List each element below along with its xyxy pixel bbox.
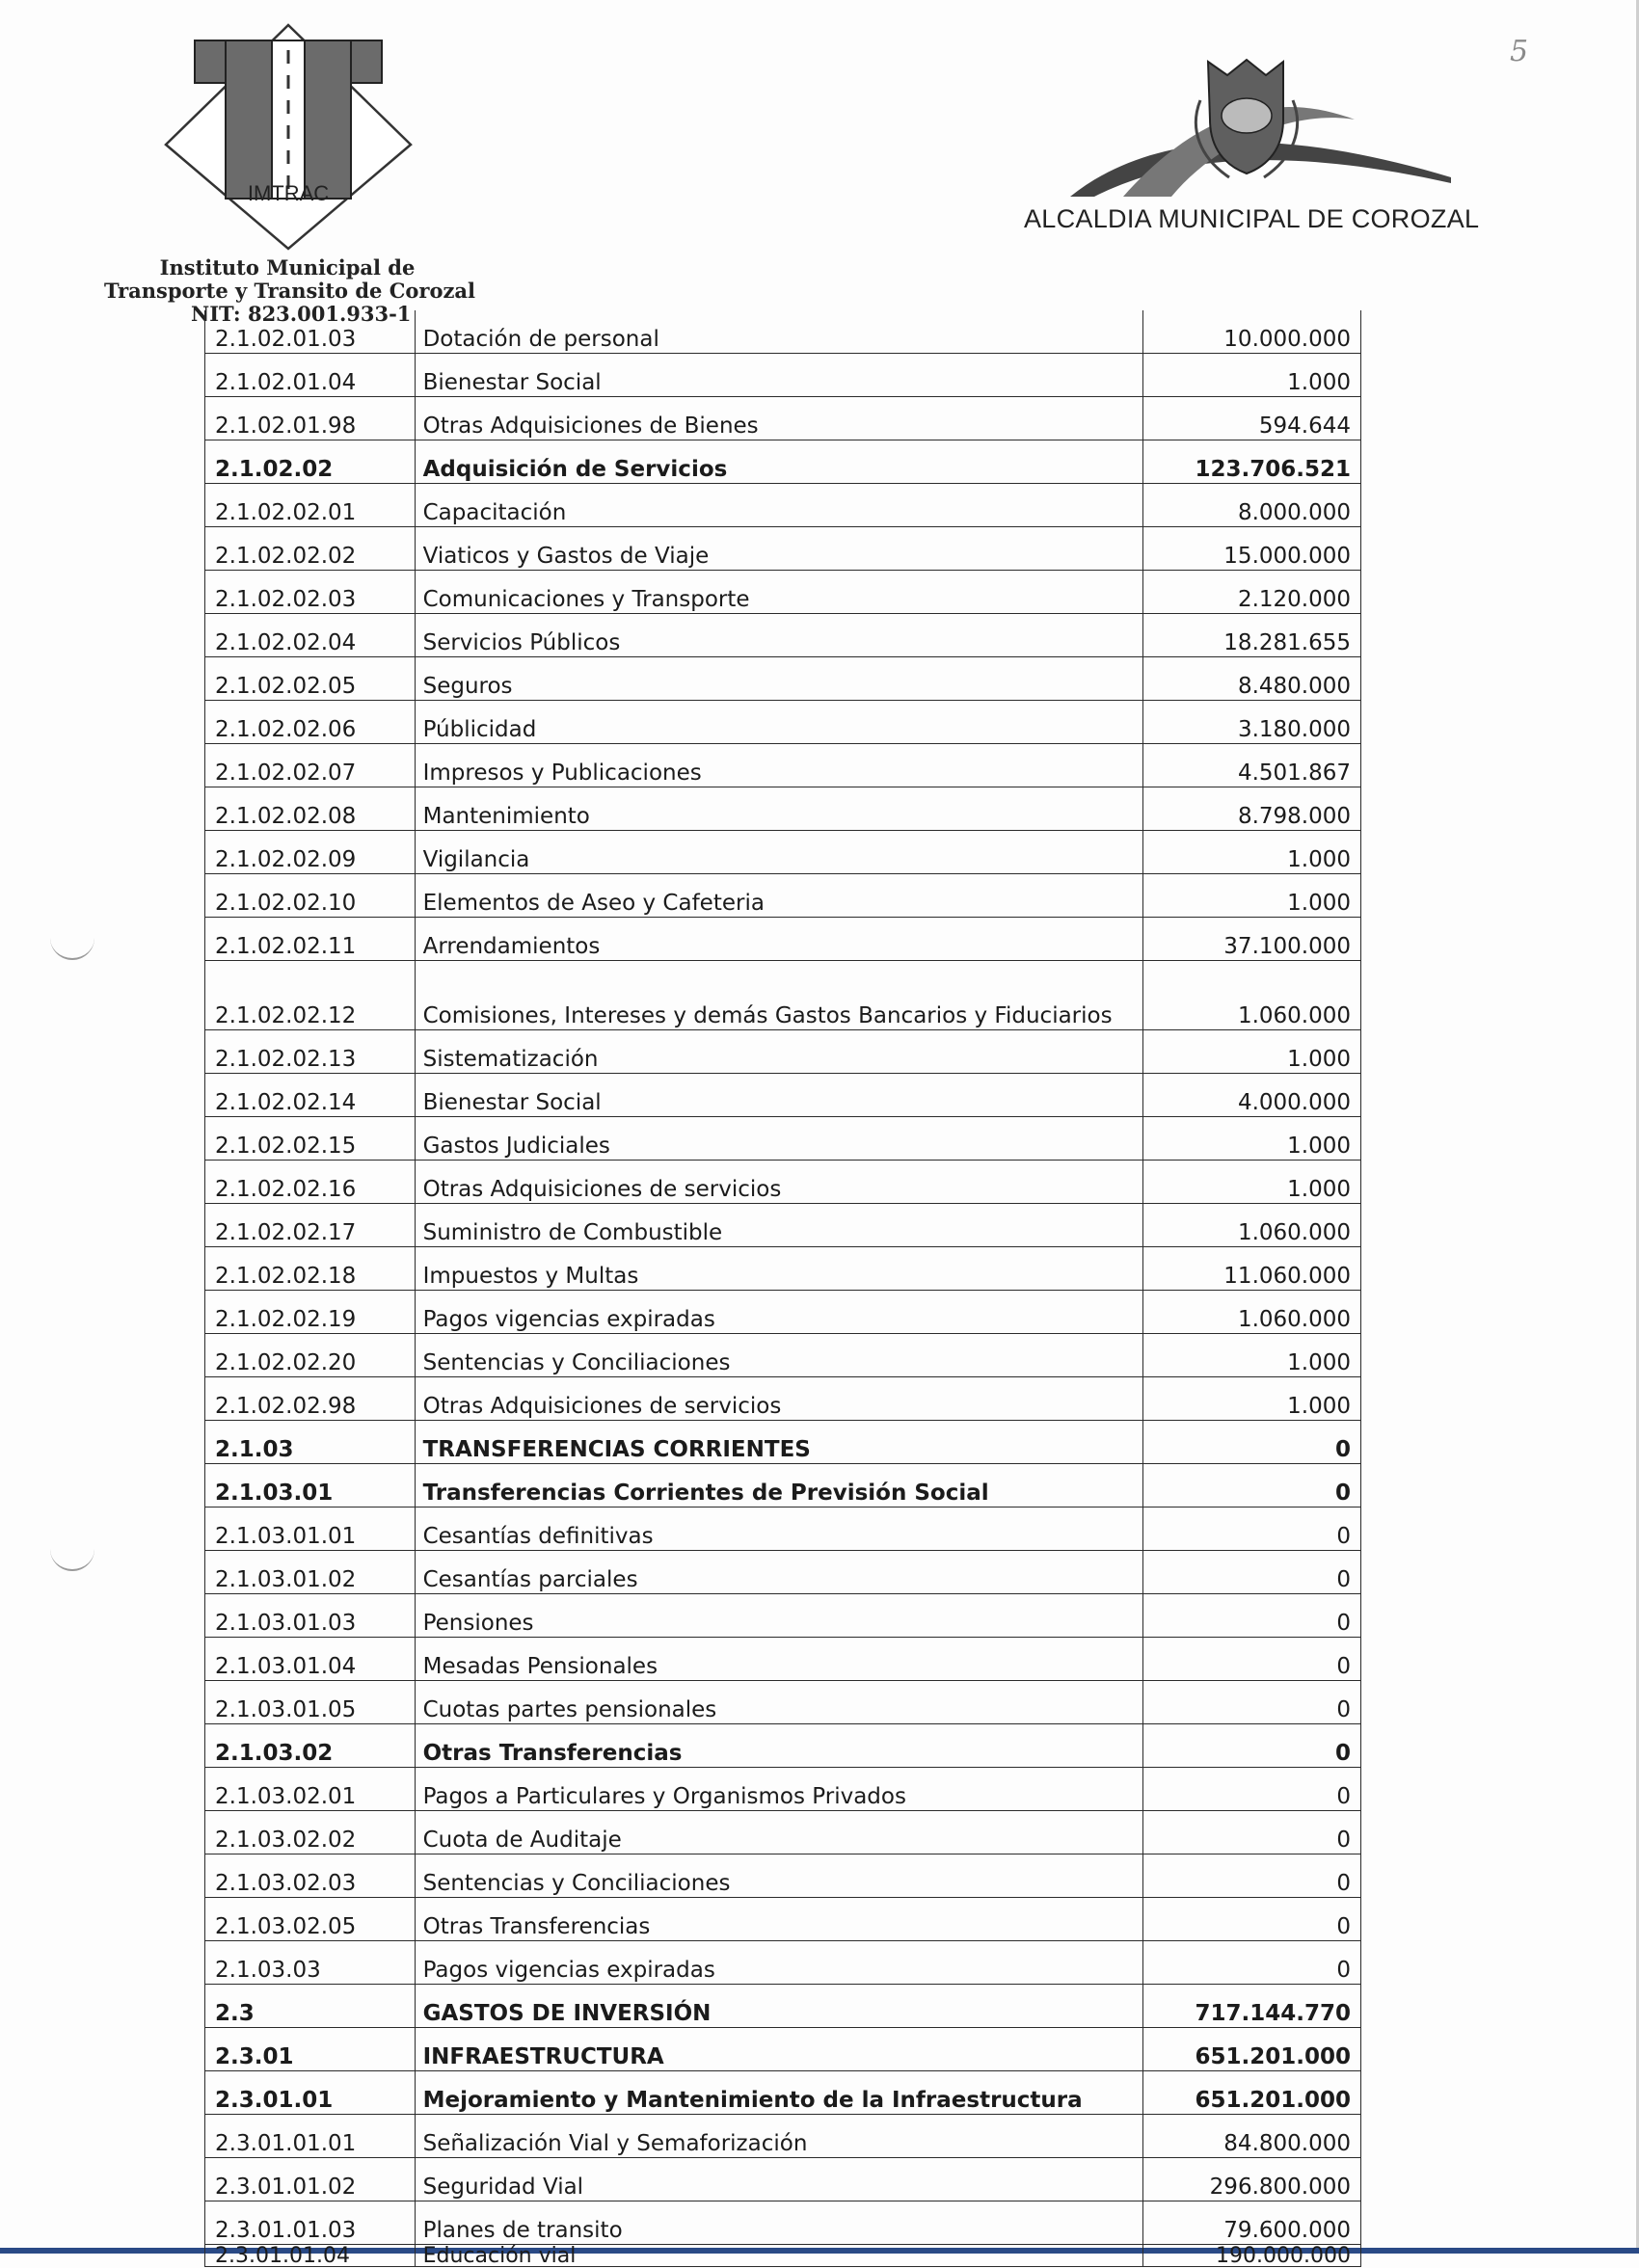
account-code-cell: 2.1.03.01.04 — [205, 1638, 416, 1681]
table-row — [205, 1638, 1361, 1681]
description-cell: Vigilancia — [415, 831, 1142, 874]
account-code-cell: 2.3 — [205, 1985, 416, 2028]
table-row — [205, 1334, 1361, 1377]
budget-table-body — [205, 310, 1361, 2267]
institute-line-1: Instituto Municipal de — [159, 255, 416, 280]
description-cell: Mejoramiento y Mantenimiento de la Infraestructura — [415, 2071, 1142, 2115]
value-cell: 0 — [1142, 1811, 1360, 1854]
description-cell: Pagos a Particulares y Organismos Privados — [415, 1768, 1142, 1811]
value-cell: 0 — [1142, 1551, 1360, 1594]
value-cell: 594.644 — [1142, 397, 1360, 440]
account-code-cell: 2.3.01.01 — [205, 2071, 416, 2115]
value-cell: 0 — [1142, 1941, 1360, 1985]
institute-nit: NIT: 823.001.933-1 — [191, 302, 412, 326]
account-code-cell: 2.3.01 — [205, 2028, 416, 2071]
description-cell: Cesantías definitivas — [415, 1508, 1142, 1551]
table-row — [205, 1594, 1361, 1638]
value-cell: 651.201.000 — [1142, 2071, 1360, 2115]
value-cell: 1.000 — [1142, 831, 1360, 874]
account-code-cell: 2.1.02.02.09 — [205, 831, 416, 874]
value-cell: 8.798.000 — [1142, 787, 1360, 831]
value-cell: 84.800.000 — [1142, 2115, 1360, 2158]
description-cell: Otras Transferencias — [415, 1898, 1142, 1941]
table-row — [205, 1898, 1361, 1941]
description-cell: Públicidad — [415, 701, 1142, 744]
value-cell: 8.000.000 — [1142, 484, 1360, 527]
account-code-cell: 2.1.02.02.17 — [205, 1204, 416, 1247]
account-code-cell: 2.3.01.01.03 — [205, 2201, 416, 2245]
description-cell: Bienestar Social — [415, 354, 1142, 397]
description-cell: Mantenimiento — [415, 787, 1142, 831]
value-cell: 0 — [1142, 1594, 1360, 1638]
table-row — [205, 1811, 1361, 1854]
value-cell: 0 — [1142, 1464, 1360, 1508]
value-cell: 0 — [1142, 1421, 1360, 1464]
value-cell: 296.800.000 — [1142, 2158, 1360, 2201]
value-cell: 0 — [1142, 1768, 1360, 1811]
description-cell: Pensiones — [415, 1594, 1142, 1638]
table-row — [205, 1941, 1361, 1985]
table-row — [205, 2115, 1361, 2158]
description-cell: Señalización Vial y Semaforización — [415, 2115, 1142, 2158]
description-cell: Capacitación — [415, 484, 1142, 527]
value-cell: 651.201.000 — [1142, 2028, 1360, 2071]
account-code-cell: 2.1.02.02.15 — [205, 1117, 416, 1161]
table-row — [205, 1768, 1361, 1811]
table-row — [205, 2158, 1361, 2201]
account-code-cell: 2.1.03.01.05 — [205, 1681, 416, 1724]
table-row — [205, 1291, 1361, 1334]
account-code-cell: 2.1.03.02.01 — [205, 1768, 416, 1811]
value-cell: 1.000 — [1142, 874, 1360, 918]
description-cell: Educación vial — [415, 2245, 1142, 2267]
page-number-mark: 5 — [1510, 35, 1529, 68]
description-cell: Pagos vigencias expiradas — [415, 1941, 1142, 1985]
description-cell: Planes de transito — [415, 2201, 1142, 2245]
account-code-cell: 2.1.02.01.04 — [205, 354, 416, 397]
account-code-cell: 2.3.01.01.04 — [205, 2245, 416, 2267]
table-row — [205, 918, 1361, 961]
account-code-cell: 2.1.03.02 — [205, 1724, 416, 1768]
table-row — [205, 1464, 1361, 1508]
account-code-cell: 2.1.02.02.11 — [205, 918, 416, 961]
table-row — [205, 310, 1361, 354]
description-cell: Bienestar Social — [415, 1074, 1142, 1117]
account-code-cell: 2.1.02.02.14 — [205, 1074, 416, 1117]
description-cell: Seguros — [415, 657, 1142, 701]
value-cell: 4.501.867 — [1142, 744, 1360, 787]
account-code-cell: 2.1.03.01.03 — [205, 1594, 416, 1638]
account-code-cell: 2.1.03.01.01 — [205, 1508, 416, 1551]
account-code-cell: 2.1.02.02.13 — [205, 1030, 416, 1074]
description-cell: Suministro de Combustible — [415, 1204, 1142, 1247]
value-cell: 717.144.770 — [1142, 1985, 1360, 2028]
account-code-cell: 2.1.02.01.03 — [205, 310, 416, 354]
table-row — [205, 1117, 1361, 1161]
description-cell: Sentencias y Conciliaciones — [415, 1854, 1142, 1898]
value-cell: 1.000 — [1142, 1334, 1360, 1377]
table-row — [205, 1724, 1361, 1768]
account-code-cell: 2.1.02.02.06 — [205, 701, 416, 744]
account-code-cell: 2.1.02.01.98 — [205, 397, 416, 440]
description-cell: Otras Transferencias — [415, 1724, 1142, 1768]
description-cell: INFRAESTRUCTURA — [415, 2028, 1142, 2071]
value-cell: 123.706.521 — [1142, 440, 1360, 484]
value-cell: 0 — [1142, 1724, 1360, 1768]
table-row — [205, 1551, 1361, 1594]
value-cell: 79.600.000 — [1142, 2201, 1360, 2245]
imtrac-logo-icon — [162, 21, 415, 251]
table-row — [205, 787, 1361, 831]
value-cell: 1.060.000 — [1142, 961, 1360, 1030]
account-code-cell: 2.1.02.02.05 — [205, 657, 416, 701]
account-code-cell: 2.1.02.02.03 — [205, 571, 416, 614]
account-code-cell: 2.1.03.03 — [205, 1941, 416, 1985]
value-cell: 0 — [1142, 1854, 1360, 1898]
value-cell: 15.000.000 — [1142, 527, 1360, 571]
description-cell: Comisiones, Intereses y demás Gastos Bancarios y Fiduciarios — [415, 961, 1142, 1030]
account-code-cell: 2.1.02.02.07 — [205, 744, 416, 787]
description-cell: GASTOS DE INVERSIÓN — [415, 1985, 1142, 2028]
table-row — [205, 961, 1361, 1030]
table-row — [205, 1508, 1361, 1551]
table-row — [205, 1247, 1361, 1291]
description-cell: Otras Adquisiciones de servicios — [415, 1161, 1142, 1204]
account-code-cell: 2.1.03 — [205, 1421, 416, 1464]
value-cell: 1.000 — [1142, 1377, 1360, 1421]
punch-hole — [50, 1542, 94, 1571]
table-row — [205, 2201, 1361, 2245]
description-cell: Sistematización — [415, 1030, 1142, 1074]
account-code-cell: 2.3.01.01.02 — [205, 2158, 416, 2201]
account-code-cell: 2.1.02.02.19 — [205, 1291, 416, 1334]
description-cell: Otras Adquisiciones de servicios — [415, 1377, 1142, 1421]
description-cell: Sentencias y Conciliaciones — [415, 1334, 1142, 1377]
description-cell: Otras Adquisiciones de Bienes — [415, 397, 1142, 440]
value-cell: 3.180.000 — [1142, 701, 1360, 744]
description-cell: Impresos y Publicaciones — [415, 744, 1142, 787]
alcaldia-title: ALCALDIA MUNICIPAL DE COROZAL — [1024, 204, 1480, 233]
table-row — [205, 354, 1361, 397]
account-code-cell: 2.1.02.02.18 — [205, 1247, 416, 1291]
value-cell: 4.000.000 — [1142, 1074, 1360, 1117]
description-cell: Cuotas partes pensionales — [415, 1681, 1142, 1724]
value-cell: 1.060.000 — [1142, 1291, 1360, 1334]
table-row — [205, 440, 1361, 484]
account-code-cell: 2.1.02.02.12 — [205, 961, 416, 1030]
account-code-cell: 2.1.03.02.02 — [205, 1811, 416, 1854]
table-row — [205, 657, 1361, 701]
table-row — [205, 397, 1361, 440]
description-cell: Seguridad Vial — [415, 2158, 1142, 2201]
description-cell: Elementos de Aseo y Cafeteria — [415, 874, 1142, 918]
description-cell: Cesantías parciales — [415, 1551, 1142, 1594]
value-cell: 11.060.000 — [1142, 1247, 1360, 1291]
value-cell: 1.060.000 — [1142, 1204, 1360, 1247]
account-code-cell: 2.1.02.02.10 — [205, 874, 416, 918]
account-code-cell: 2.1.02.02.08 — [205, 787, 416, 831]
table-row — [205, 2071, 1361, 2115]
value-cell: 1.000 — [1142, 354, 1360, 397]
table-row — [205, 571, 1361, 614]
value-cell: 190.000.000 — [1142, 2245, 1360, 2267]
value-cell: 18.281.655 — [1142, 614, 1360, 657]
table-row — [205, 484, 1361, 527]
value-cell: 0 — [1142, 1638, 1360, 1681]
account-code-cell: 2.1.03.02.05 — [205, 1898, 416, 1941]
description-cell: Impuestos y Multas — [415, 1247, 1142, 1291]
account-code-cell: 2.1.03.01 — [205, 1464, 416, 1508]
punch-hole — [50, 931, 94, 960]
value-cell: 8.480.000 — [1142, 657, 1360, 701]
description-cell: Mesadas Pensionales — [415, 1638, 1142, 1681]
value-cell: 10.000.000 — [1142, 310, 1360, 354]
description-cell: Arrendamientos — [415, 918, 1142, 961]
description-cell: Viaticos y Gastos de Viaje — [415, 527, 1142, 571]
value-cell: 1.000 — [1142, 1161, 1360, 1204]
table-row — [205, 874, 1361, 918]
account-code-cell: 2.1.02.02.98 — [205, 1377, 416, 1421]
table-row — [205, 744, 1361, 787]
alcaldia-seal-icon — [1065, 52, 1470, 206]
description-cell: Cuota de Auditaje — [415, 1811, 1142, 1854]
table-row — [205, 1854, 1361, 1898]
table-row — [205, 1421, 1361, 1464]
table-row — [205, 1377, 1361, 1421]
account-code-cell: 2.1.03.02.03 — [205, 1854, 416, 1898]
logo-text: IMTRAC — [247, 181, 330, 205]
account-code-cell: 2.1.02.02.04 — [205, 614, 416, 657]
table-row — [205, 831, 1361, 874]
account-code-cell: 2.1.03.01.02 — [205, 1551, 416, 1594]
account-code-cell: 2.1.02.02.20 — [205, 1334, 416, 1377]
table-row — [205, 1985, 1361, 2028]
account-code-cell: 2.3.01.01.01 — [205, 2115, 416, 2158]
table-row — [205, 1681, 1361, 1724]
table-row — [205, 1074, 1361, 1117]
description-cell: Adquisición de Servicios — [415, 440, 1142, 484]
budget-table — [204, 310, 1361, 2267]
description-cell: Gastos Judiciales — [415, 1117, 1142, 1161]
value-cell: 0 — [1142, 1681, 1360, 1724]
table-row — [205, 1204, 1361, 1247]
table-row — [205, 2028, 1361, 2071]
table-row — [205, 1030, 1361, 1074]
table-row — [205, 614, 1361, 657]
value-cell: 1.000 — [1142, 1030, 1360, 1074]
account-code-cell: 2.1.02.02.01 — [205, 484, 416, 527]
description-cell: Dotación de personal — [415, 310, 1142, 354]
account-code-cell: 2.1.02.02 — [205, 440, 416, 484]
description-cell: Transferencias Corrientes de Previsión Social — [415, 1464, 1142, 1508]
table-row — [205, 1161, 1361, 1204]
description-cell: Pagos vigencias expiradas — [415, 1291, 1142, 1334]
account-code-cell: 2.1.02.02.16 — [205, 1161, 416, 1204]
description-cell: Servicios Públicos — [415, 614, 1142, 657]
description-cell: TRANSFERENCIAS CORRIENTES — [415, 1421, 1142, 1464]
institute-line-2: Transporte y Transito de Corozal — [104, 279, 476, 303]
description-cell: Comunicaciones y Transporte — [415, 571, 1142, 614]
value-cell: 1.000 — [1142, 1117, 1360, 1161]
account-code-cell: 2.1.02.02.02 — [205, 527, 416, 571]
table-row — [205, 701, 1361, 744]
table-row — [205, 2245, 1361, 2267]
table-row — [205, 527, 1361, 571]
value-cell: 0 — [1142, 1508, 1360, 1551]
value-cell: 0 — [1142, 1898, 1360, 1941]
value-cell: 2.120.000 — [1142, 571, 1360, 614]
value-cell: 37.100.000 — [1142, 918, 1360, 961]
